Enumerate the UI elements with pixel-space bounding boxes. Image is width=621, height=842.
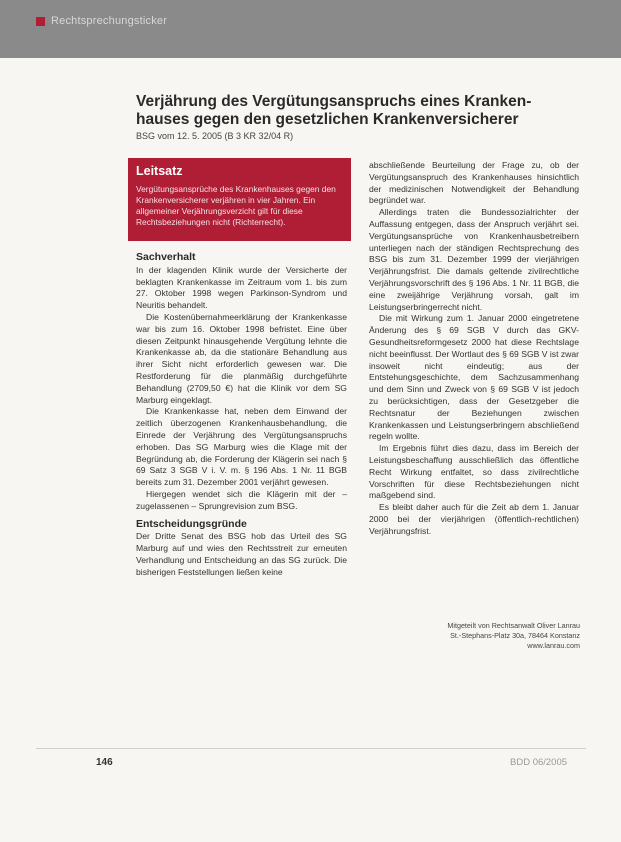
article-title [136, 93, 566, 129]
section-label [36, 15, 167, 27]
header-band [0, 0, 621, 58]
article-title-line-2: hauses gegen den gesetzlichen Krankenversicherer [136, 111, 519, 128]
page-number: 146 [96, 757, 113, 768]
sachverhalt-paragraph-4: Hiergegen wendet sich die Klägerin mit der – zugelassenen – Sprungrevision zum BSG. [136, 488, 347, 511]
section-label-text: Rechtsprechungsticker [51, 15, 168, 27]
leitsatz-box [128, 158, 351, 241]
right-paragraph-5: Es bleibt daher auch für die Zeit ab dem 1. Januar 2000 bei der vierjährigen (öffentlich-rechtlichen) Verjährungsfrist. [369, 502, 579, 536]
right-paragraph-3: Die mit Wirkung zum 1. Januar 2000 eingetretene Änderung des § 69 SGB V durch das GKV-Gesundheitsreformgesetz 2000 hat diese Rechtslage nicht beeinflusst. Der Wortlaut des § 69 SGB V ist zwar insoweit nicht eindeutig; aus der Entstehungsgeschichte, dem Sachzusammenhang und dem Sinn und Zweck von § 69 SGB V ist jedoch zu berücksichtigen, dass der Gesetzgeber die Rechtsnatur der Beziehungen zwischen Krankenkassen und Leistungserbringern abschließend regeln wollte. [369, 313, 580, 442]
right-paragraph-1: abschließende Beurteilung der Frage zu, ob der Vergütungsanspruch des Krankenhauses hinsichtlich der medizinischen Notwendigkeit der Behandlung begründet war. [369, 160, 579, 206]
sachverhalt-paragraph-1: In der klagenden Klinik wurde der Versicherte der beklagten Krankenkasse im Zeitraum vom 1. bis zum 27. Oktober 1998 wegen Parkinson-Syndrom und Neuritis behandelt. [136, 264, 347, 311]
leitsatz-heading: Leitsatz [136, 164, 183, 178]
author-website: www.lanrau.com [527, 641, 580, 650]
sachverhalt-paragraph-3: Die Krankenkasse hat, neben dem Einwand der zeitlich überzogenen Krankenhausbehandlung, die Einrede der Verjährung des Vergütungsanspruchs erhoben. Das SG Marburg wies die Klage mit der Begründung ab, die Forderung der Klägerin sei nach § 69 Satz 3 SGB V i. V. m. § 196 Abs. 1 Nr. 11 BGB bereits zum 31. Dezember 2001 verjährt gewesen. [136, 406, 347, 488]
right-paragraph-2: Allerdings traten die Bundessozialrichter der Auffassung entgegen, dass der Anspruch verjährt sei. Vergütungsansprüche von Krankenhausbetreibern unterliegen nach der ständigen Rechtsprechung des BSG bis zum 31. Dezember 1999 der vierjährigen Verjährungsfrist. Die damals geltende zivilrechtliche Verjährungsvorschrift des § 196 Abs. 1 Nr. 11 BGB, die eine zweijährige Verjährung vorsah, galt im Leistungserbringerrecht nicht. [369, 207, 579, 312]
author-line-2: St.-Stephans-Platz 30a, 78464 Konstanz [450, 631, 580, 640]
left-column [136, 246, 347, 579]
section-square-icon [36, 17, 45, 26]
right-paragraph-4: Im Ergebnis führt dies dazu, dass im Bereich der Leistungsbeschaffung ausschließlich das öffentliche Recht Wirkung entfaltet, so dass zivilrechtliche Vorschriften für diese Rechtsbeziehungen nicht maßgebend sind. [369, 443, 579, 501]
sachverhalt-paragraph-2: Die Kostenübernahmeerklärung der Krankenkasse war bis zum 16. Oktober 1998 befristet. Eine über diesen Zeitpunkt hinausgehende Vergütung lehnte die Krankenkasse ab, da die stationäre Behandlung aus ihrer Sicht nicht erforderlich gewesen war. Die Restforderung für die planmäßig durchgeführte Behandlung (2709,50 €) hat die Klinik vor dem SG Marburg eingeklagt. [136, 311, 347, 405]
court-citation: BSG vom 12. 5. 2005 (B 3 KR 32/04 R) [136, 131, 294, 141]
article-title-line-1: Verjährung des Vergütungsanspruchs eines Kranken- [136, 93, 532, 110]
entscheidung-paragraph-1: Der Dritte Senat des BSG hob das Urteil des SG Marburg auf und wies den Rechtsstreit zur erneuten Verhandlung und Entscheidung an das SG zurück. Die bisherigen Feststellungen ließen keine [136, 531, 347, 577]
author-block [400, 621, 580, 651]
right-column [369, 160, 579, 538]
sachverhalt-heading: Sachverhalt [136, 251, 196, 263]
author-line-1: Mitgeteilt von Rechtsanwalt Oliver Lanrau [447, 621, 580, 630]
entscheidung-heading: Entscheidungsgründe [136, 517, 247, 530]
issue-label: BDD 06/2005 [510, 757, 568, 768]
footer-divider [36, 748, 586, 749]
leitsatz-text: Vergütungsansprüche des Krankenhauses gegen den Krankenversicherer verjähren in vier Jahren. Ein allgemeiner Verjährungsverzicht gilt für diese Rechtsbeziehungen nicht (Richterrecht). [136, 184, 336, 227]
